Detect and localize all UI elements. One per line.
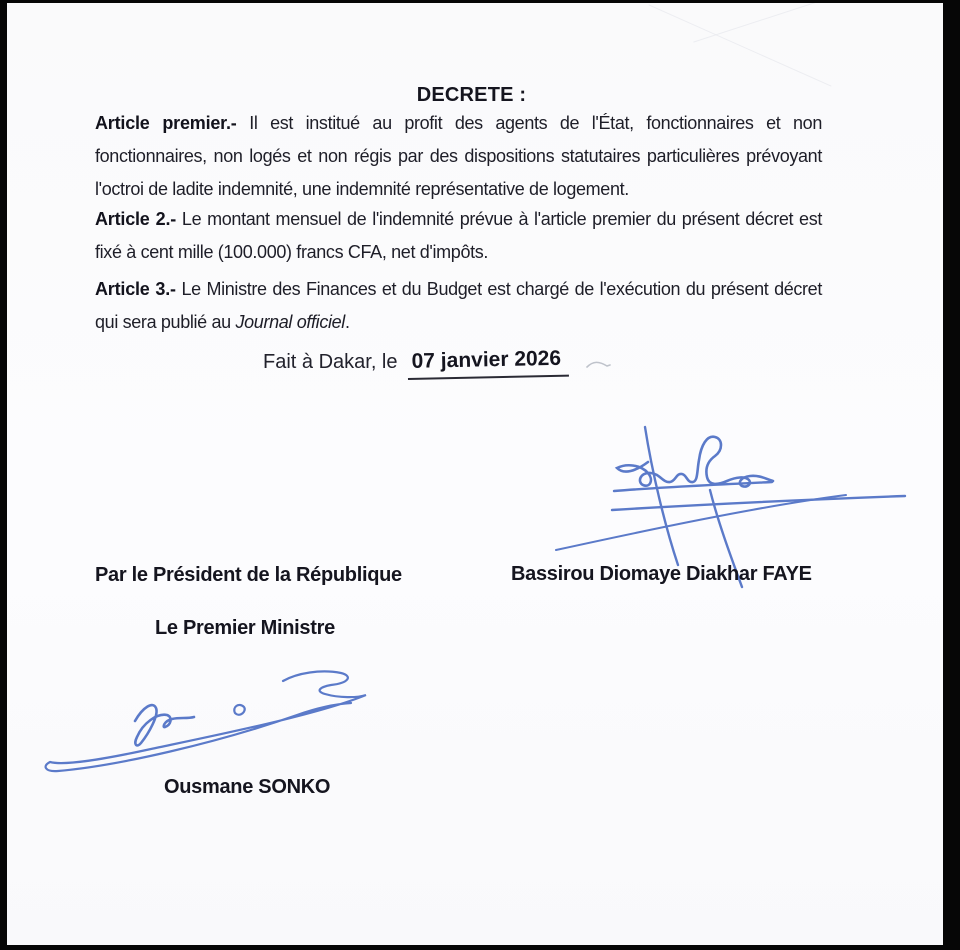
article-3-paragraph [95,273,822,339]
article-premier-text: Il est institué au profit des agents de l'État, fonctionnaires et non fonctionnaires, non logés et non régis par des dispositions statutaires particulières prévoyant l'octroi de ladite indemnité, une indemnité représentative de logement. [95,113,822,199]
article-premier-label: Article premier.- [95,113,237,133]
scan-smudge-mark [586,359,612,371]
president-name: Bassirou Diomaye Diakhar FAYE [511,563,812,585]
pm-name: Ousmane SONKO [164,776,331,798]
article-2-text: Le montant mensuel de l'indemnité prévue à l'article premier du présent décret est fixé à cent mille (100.000) francs CFA, net d'impôts. [95,209,822,262]
article-3-text: Le Ministre des Finances et du Budget est chargé de l'exécution du présent décret qui sera publié au [95,279,822,332]
prime-minister-label: Le Premier Ministre [155,617,335,639]
scan-crease [693,0,826,43]
scan-border-bottom [0,945,960,950]
journal-officiel-italic: Journal officiel [235,312,345,332]
scan-border-top [0,0,960,3]
article-3-label: Article 3.- [95,279,176,299]
date-value: 07 janvier 2026 [407,347,569,380]
by-president-label: Par le Président de la République [95,564,402,586]
scan-border-left [0,0,7,950]
scan-crease [648,4,831,86]
article-2-label: Article 2.- [95,209,177,229]
article-2-paragraph [95,203,822,269]
dateline-prefix: Fait à Dakar, le [263,351,398,373]
sonko-signature-ink [35,653,383,781]
article-3-suffix: . [344,312,350,332]
decree-title: DECRETE : [416,84,527,107]
scan-border-right [943,0,960,950]
article-premier-paragraph [95,107,822,206]
dateline [263,346,569,380]
